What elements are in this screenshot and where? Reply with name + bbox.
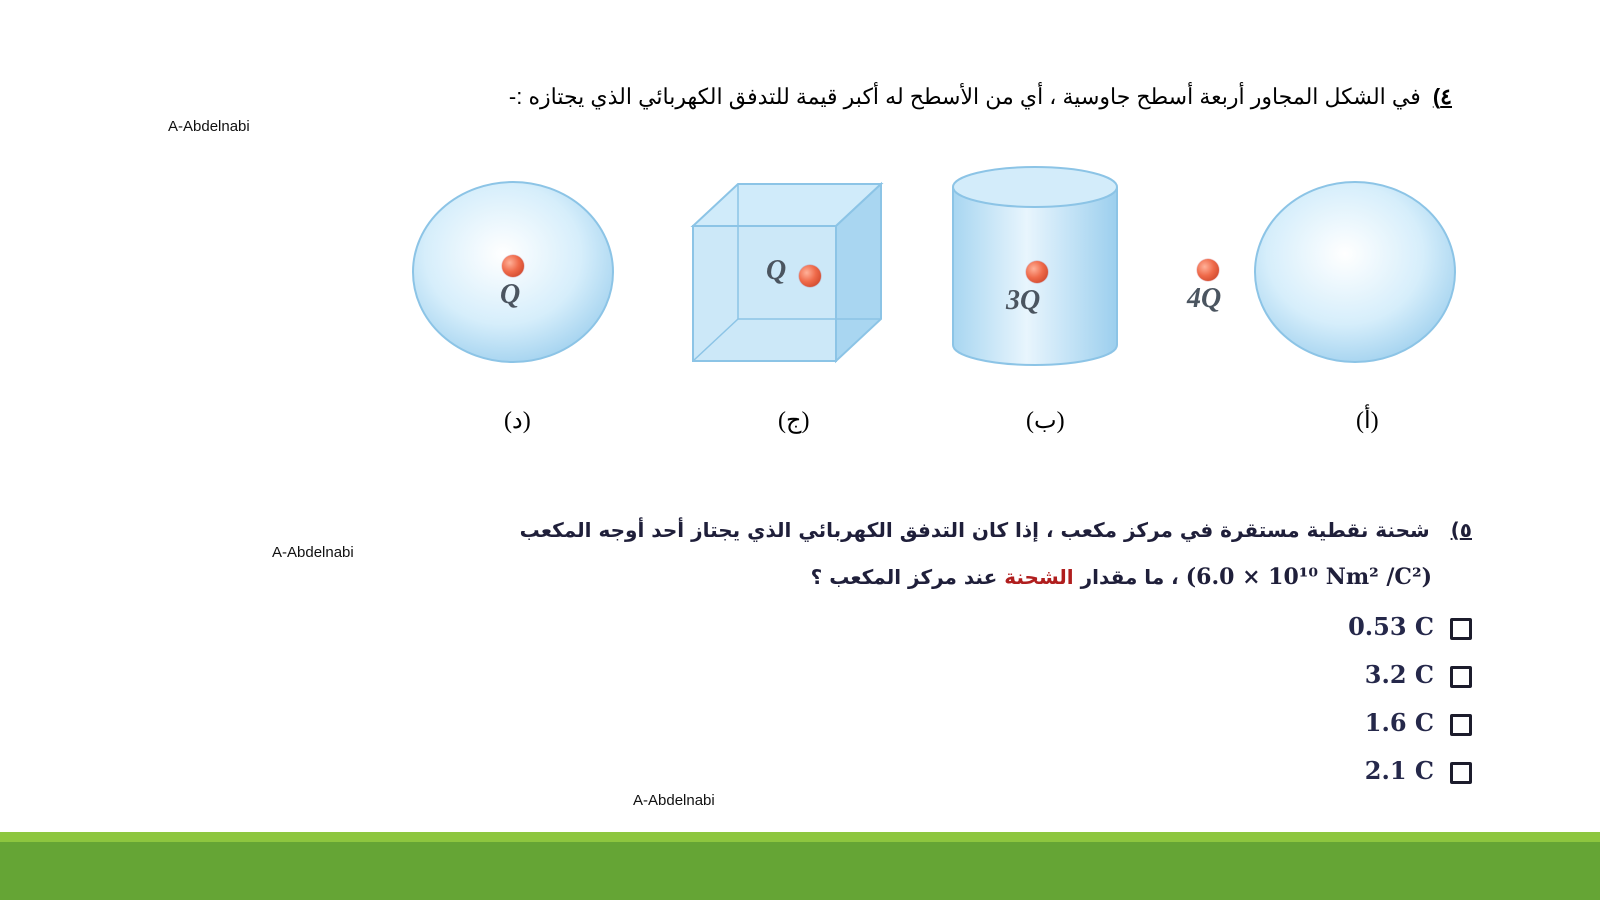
gaussian-cube [690, 181, 884, 367]
question-4-number: ٤) [1432, 84, 1452, 109]
checkbox[interactable] [1450, 618, 1472, 640]
choice-item[interactable] [1365, 708, 1472, 737]
question-5-text-part: ، ما مقدار [1080, 565, 1179, 589]
choice-item[interactable] [1365, 660, 1472, 689]
point-charge [502, 255, 524, 277]
point-charge [1197, 259, 1219, 281]
figure-a [1180, 155, 1460, 385]
choice-label: 3.2 C [1364, 660, 1434, 689]
choice-item[interactable] [1365, 756, 1472, 785]
figure-b [950, 155, 1130, 375]
watermark-text: A-Abdelnabi [272, 544, 354, 561]
option-label-c: (ج) [778, 408, 810, 434]
option-label-d: (د) [504, 408, 531, 434]
option-label-a: (أ) [1356, 408, 1379, 434]
question-5-number: ٥) [1450, 518, 1472, 542]
option-label-b: (ب) [1026, 408, 1065, 434]
choice-item[interactable] [1348, 612, 1472, 641]
charge-label: Q [766, 255, 787, 286]
figure-c [690, 155, 890, 375]
watermark-text: A-Abdelnabi [633, 792, 715, 809]
point-charge [799, 265, 821, 287]
question-4-text: في الشكل المجاور أربعة أسطح جاوسية ، أي من الأسطح له أكبر قيمة للتدفق الكهربائي الذي يجتازه :- [508, 84, 1421, 109]
choice-label: 2.1 C [1364, 756, 1434, 785]
flux-value: (6.0 × 10¹⁰ Nm² /C²) [1185, 564, 1432, 590]
question-5-text: شحنة نقطية مستقرة في مركز مكعب ، إذا كان التدفق الكهربائي الذي يجتاز أحد أوجه المكعب [519, 518, 1430, 542]
question-5-line-2 [811, 564, 1432, 590]
question-4 [509, 84, 1452, 110]
footer-bar [0, 842, 1600, 900]
point-charge [1026, 261, 1048, 283]
footer-accent-bar [0, 832, 1600, 842]
checkbox[interactable] [1450, 714, 1472, 736]
highlighted-word: الشحنة [1004, 565, 1074, 589]
question-5-text-part: عند مركز المكعب ؟ [810, 565, 998, 589]
charge-label: 3Q [1006, 285, 1041, 316]
choice-label: 0.53 C [1348, 612, 1434, 641]
checkbox[interactable] [1450, 666, 1472, 688]
choice-label: 1.6 C [1364, 708, 1434, 737]
question-5-line-1 [520, 518, 1472, 542]
charge-label: 4Q [1187, 283, 1222, 314]
figure-d [410, 155, 620, 375]
checkbox[interactable] [1450, 762, 1472, 784]
charge-label: Q [500, 279, 521, 310]
watermark-text: A-Abdelnabi [168, 118, 250, 135]
gaussian-sphere [1252, 179, 1458, 365]
